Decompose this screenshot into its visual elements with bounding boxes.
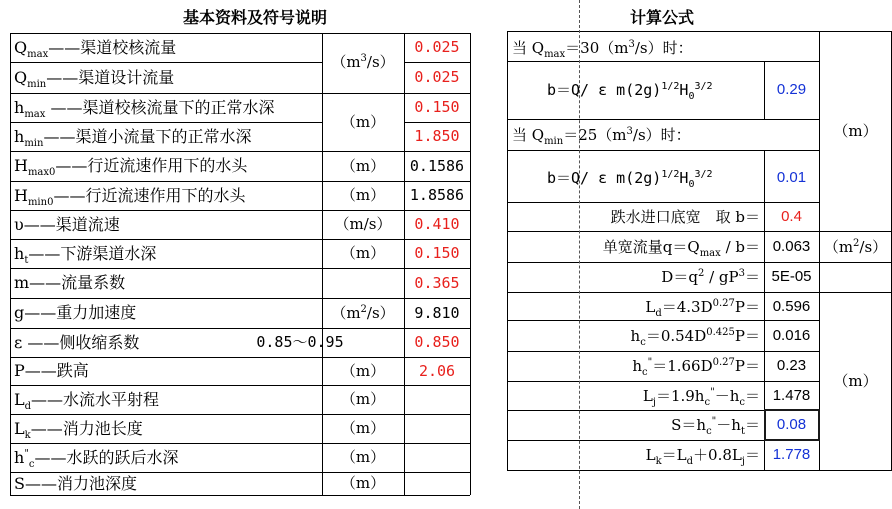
hc-label: $h_c=0.54D^{0.425}P=$ bbox=[630, 327, 760, 348]
unit-flow-value: 0.063 bbox=[772, 238, 811, 255]
param-value[interactable]: 0.025 bbox=[414, 68, 460, 86]
hc2-label: $h_c^"=1.66D^{0.27}P=$ bbox=[632, 357, 760, 378]
param-value[interactable]: 0.410 bbox=[414, 215, 460, 233]
unit-flow-label: 单宽流量$q=Q_{max} / b=$ bbox=[602, 238, 760, 259]
param-unit: $(m^2/s)$ bbox=[331, 304, 395, 322]
param-label: $h_{max}$ ——渠道校核流量下的正常水深 bbox=[14, 98, 275, 121]
S-label: $S=h_c^"-h_t=$ bbox=[671, 416, 760, 437]
Lj-label: $L_j=1.9h_c^"-h_c=$ bbox=[642, 387, 760, 408]
hc2-value: 0.23 bbox=[776, 357, 807, 374]
D-value: 5E-05 bbox=[771, 268, 812, 285]
param-label: m——流量系数 bbox=[14, 273, 126, 292]
param-unit: （m） bbox=[340, 157, 386, 175]
Lk-label: $L_k=L_d+0.8L_j=$ bbox=[645, 446, 760, 467]
param-unit: （m） bbox=[340, 474, 386, 492]
param-value[interactable]: 0.025 bbox=[414, 38, 460, 56]
param-value[interactable]: 0.850 bbox=[414, 333, 460, 351]
param-value[interactable]: 0.365 bbox=[414, 274, 460, 292]
unit-top: （m） bbox=[833, 122, 878, 140]
unit-flow-unit: $(m^2/s)$ bbox=[823, 238, 888, 256]
param-value[interactable]: 0.150 bbox=[414, 244, 460, 262]
unit-flow: $(m^3/s)$ bbox=[331, 53, 395, 71]
D-label: $D=q^2 / gP^3=$ bbox=[661, 268, 760, 286]
value-b2: 0.01 bbox=[776, 169, 807, 186]
width-value[interactable]: 0.4 bbox=[781, 208, 802, 225]
param-label: $h_t——$下游渠道水深 bbox=[14, 244, 157, 267]
selected-cell-outline bbox=[764, 409, 820, 441]
Ld-label: $L_d=4.3D^{0.27}P=$ bbox=[645, 298, 760, 319]
param-unit: （m） bbox=[340, 419, 386, 437]
param-label: P——跌高 bbox=[14, 361, 89, 380]
param-label: υ——渠道流速 bbox=[14, 215, 120, 234]
hc-value: 0.016 bbox=[772, 327, 811, 344]
param-label: S——消力池深度 bbox=[14, 474, 137, 493]
width-label: 跌水进口底宽 取 b＝ bbox=[610, 208, 760, 226]
param-label: $H_{max0}——$行近流速作用下的水头 bbox=[14, 156, 248, 179]
param-value[interactable]: 9.810 bbox=[414, 304, 460, 322]
page-break-line bbox=[579, 0, 580, 509]
left-title: 基本资料及符号说明 bbox=[182, 8, 327, 27]
case1-label: 当 $Q_{max}=30(m^3/s)$时： bbox=[512, 39, 693, 60]
value-b1: 0.29 bbox=[776, 81, 807, 98]
param-value[interactable]: 0.150 bbox=[414, 98, 460, 116]
param-label: ε ——侧收缩系数 bbox=[14, 333, 140, 352]
param-unit: （m） bbox=[340, 362, 386, 380]
param-unit: （m） bbox=[340, 448, 386, 466]
param-unit: （m） bbox=[340, 244, 386, 262]
param-unit: 0.85～0.95 bbox=[256, 333, 344, 351]
right-title: 计算公式 bbox=[629, 8, 694, 27]
param-value[interactable]: 0.1586 bbox=[409, 157, 465, 175]
param-value[interactable]: 2.06 bbox=[418, 362, 456, 380]
Lj-value: 1.478 bbox=[772, 387, 811, 404]
param-label: $L_k——$消力池长度 bbox=[14, 419, 143, 442]
param-unit: （m/s） bbox=[334, 215, 392, 233]
param-label: $h^"_c——$水跃的跃后水深 bbox=[14, 448, 179, 471]
param-unit: （m） bbox=[340, 186, 386, 204]
formula2: b＝Q/ ε $m(2g)^{1/2}H_0^{3/2}$ bbox=[547, 169, 713, 190]
param-label: $H_{min0}——$行近流速作用下的水头 bbox=[14, 186, 246, 209]
S-value[interactable]: 0.08 bbox=[776, 416, 807, 433]
formula1: b＝Q/ ε $m(2g)^{1/2}H_0^{3/2}$ bbox=[547, 81, 713, 102]
param-value[interactable]: 1.8586 bbox=[409, 186, 465, 204]
Ld-value: 0.596 bbox=[772, 298, 811, 315]
param-label: $h_{min}——$渠道小流量下的正常水深 bbox=[14, 127, 252, 150]
unit-depth: （m） bbox=[340, 113, 386, 131]
param-unit: （m） bbox=[340, 390, 386, 408]
param-label: $Q_{max}——$渠道校核流量 bbox=[14, 38, 177, 61]
Lk-value: 1.778 bbox=[772, 446, 811, 463]
param-value[interactable]: 1.850 bbox=[414, 127, 460, 145]
param-label: $L_d——$水流水平射程 bbox=[14, 390, 160, 413]
param-label: $Q_{min}——$渠道设计流量 bbox=[14, 68, 175, 91]
param-label: g——重力加速度 bbox=[14, 303, 137, 322]
case2-label: 当 $Q_{min}=25(m^3/s)$时： bbox=[512, 126, 691, 147]
unit-bottom: （m） bbox=[833, 372, 878, 390]
